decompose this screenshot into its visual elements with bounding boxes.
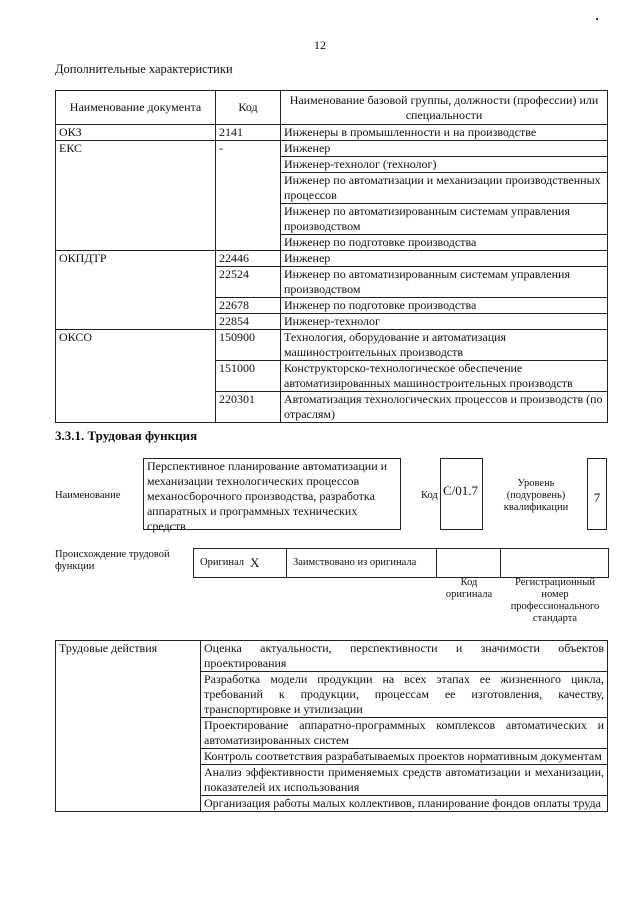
labor-actions-table xyxy=(55,640,608,812)
level-label: Уровень (подуровень) квалификации xyxy=(503,478,569,513)
function-name-value: Перспективное планирование автоматизации и механизации технологических процессов механосборочного производства, разработка аппаратных и программных технических средств xyxy=(143,458,401,530)
action-item: Анализ эффективности применяемых средств автоматизации и механизации, показателей их использования xyxy=(201,765,608,796)
code-cell: 22854 xyxy=(216,314,281,330)
name-cell: Инженер по автоматизированным системам управления производством xyxy=(281,267,608,298)
action-item: Разработка модели продукции на всех этапах ее жизненного цикла, требований к продукции, процессам ее изготовления, качеству, транспортировке и утилизации xyxy=(201,672,608,718)
action-row xyxy=(56,641,608,672)
code-cell: 22446 xyxy=(216,251,281,267)
name-cell: Инженер по автоматизированным системам управления производством xyxy=(281,204,608,235)
additional-characteristics-title: Дополнительные характеристики xyxy=(55,62,233,76)
table-row xyxy=(56,125,608,141)
code-cell: 151000 xyxy=(216,361,281,392)
header-name: Наименование базовой группы, должности (профессии) или специальности xyxy=(281,91,608,125)
code-original-caption: Код оригинала xyxy=(445,577,493,600)
code-cell: 220301 xyxy=(216,392,281,423)
table-row xyxy=(56,141,608,157)
function-code-value: C/01.7 xyxy=(440,458,483,530)
name-cell: Автоматизация технологических процессов и производств (по отраслям) xyxy=(281,392,608,423)
name-cell: Инженер-технолог xyxy=(281,314,608,330)
labor-actions-label: Трудовые действия xyxy=(56,641,201,812)
code-cell: - xyxy=(216,141,281,251)
name-cell: Инженеры в промышленности и на производстве xyxy=(281,125,608,141)
code-cell: 150900 xyxy=(216,330,281,361)
header-doc: Наименование документа xyxy=(56,91,216,125)
section-title: 3.3.1. Трудовая функция xyxy=(55,428,198,443)
code-cell: 22524 xyxy=(216,267,281,298)
header-code: Код xyxy=(216,91,281,125)
level-value: 7 xyxy=(587,458,607,530)
name-cell: Инженер по подготовке производства xyxy=(281,298,608,314)
name-cell: Инженер по автоматизации и механизации производственных процессов xyxy=(281,173,608,204)
code-cell: 22678 xyxy=(216,298,281,314)
page-number: 12 xyxy=(314,38,326,52)
action-item: Контроль соответствия разрабатываемых проектов нормативным документам xyxy=(201,749,608,765)
name-cell: Конструкторско-технологическое обеспечение автоматизированных машиностроительных производств xyxy=(281,361,608,392)
name-cell: Технология, оборудование и автоматизация машиностроительных производств xyxy=(281,330,608,361)
table-header-row xyxy=(56,91,608,125)
doc-cell: ОКЗ xyxy=(56,125,216,141)
additional-characteristics-table xyxy=(55,90,608,423)
table-row xyxy=(56,251,608,267)
name-cell: Инженер xyxy=(281,251,608,267)
scan-speck xyxy=(596,18,598,20)
code-label: Код xyxy=(421,490,438,501)
borrowed-label: Заимствовано из оригинала xyxy=(293,557,417,568)
origin-label: Происхождение трудовой функции xyxy=(55,549,170,572)
doc-cell: ОКПДТР xyxy=(56,251,216,330)
original-label: Оригинал xyxy=(200,557,244,568)
action-item: Проектирование аппаратно-программных комплексов автоматических и автоматизированных систем xyxy=(201,718,608,749)
registration-number-caption: Регистрационный номер профессионального стандарта xyxy=(510,577,600,624)
origin-box xyxy=(193,548,609,578)
action-item: Организация работы малых коллективов, планирование фондов оплаты труда xyxy=(201,796,608,812)
name-cell: Инженер по подготовке производства xyxy=(281,235,608,251)
table-row xyxy=(56,330,608,361)
function-name-label: Наименование xyxy=(55,490,121,501)
doc-cell: ОКСО xyxy=(56,330,216,423)
name-cell: Инженер xyxy=(281,141,608,157)
action-item: Оценка актуальности, перспективности и значимости объектов проектирования xyxy=(201,641,608,672)
original-mark: X xyxy=(250,555,260,570)
doc-cell: ЕКС xyxy=(56,141,216,251)
name-cell: Инженер-технолог (технолог) xyxy=(281,157,608,173)
code-cell: 2141 xyxy=(216,125,281,141)
